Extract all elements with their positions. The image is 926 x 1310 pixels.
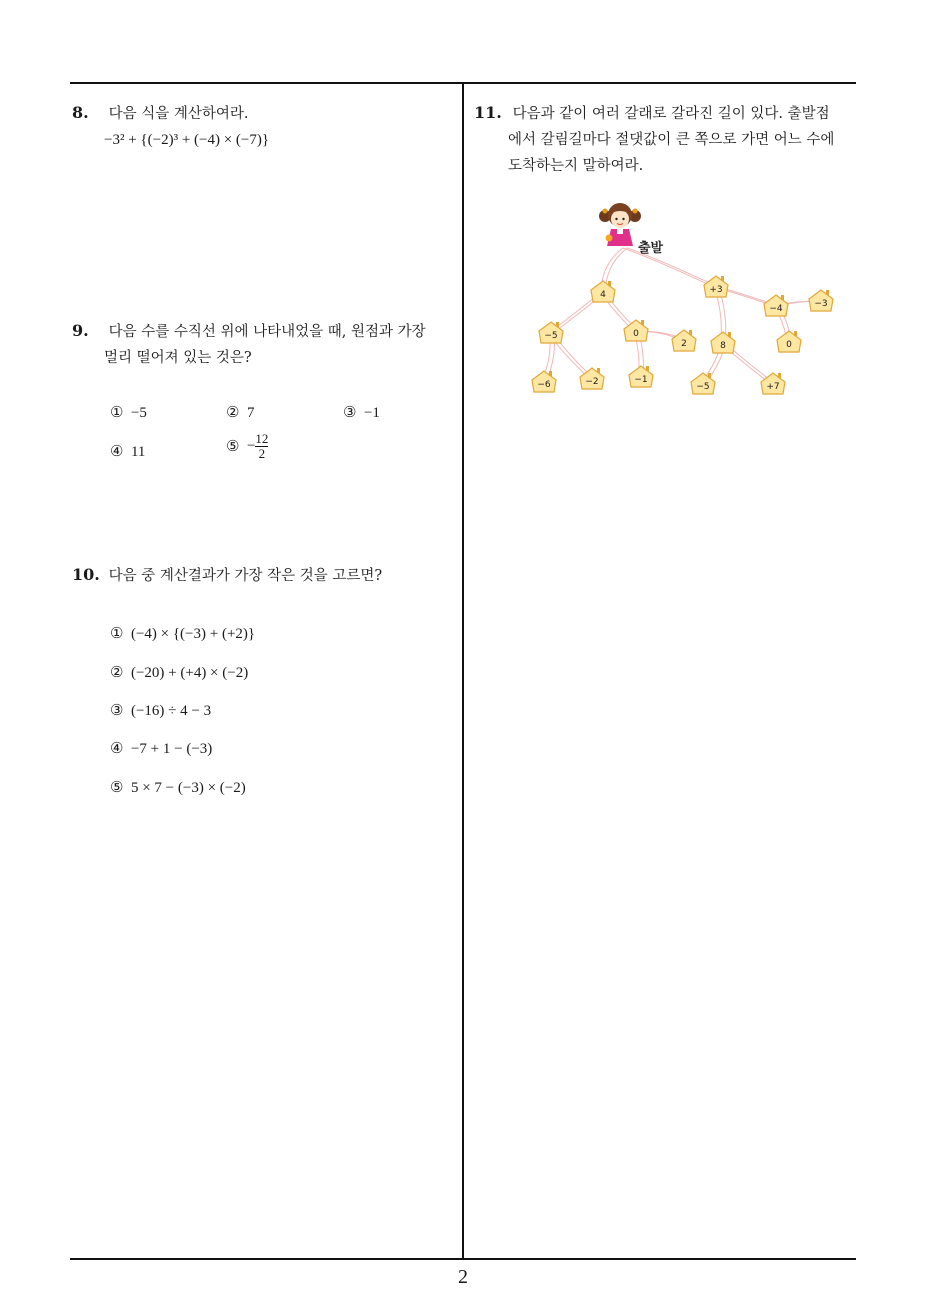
option-value: (−4) × {(−3) + (+2)} [130, 626, 256, 642]
house-label: −1 [634, 375, 648, 385]
option-marker: ⑤ [226, 439, 240, 455]
house-label: +7 [766, 382, 780, 392]
house-label: 0 [786, 340, 792, 350]
path-line [623, 248, 714, 287]
house-label: −2 [585, 377, 599, 387]
q10-option-5[interactable] [110, 778, 246, 797]
house-node [629, 366, 653, 387]
path-tree-diagram [0, 0, 926, 420]
question-number: 8. [72, 103, 89, 122]
bottom-rule [70, 1258, 856, 1260]
option-value: (−16) ÷ 4 − 3 [130, 703, 212, 719]
house-node [777, 331, 801, 352]
house-label: 8 [720, 341, 726, 351]
question-number: 10. [72, 565, 100, 584]
house-node [691, 373, 715, 394]
girl-icon [599, 203, 641, 246]
option-marker: ① [110, 405, 124, 421]
question-text-line3: 도착하는지 말하여라. [508, 158, 644, 174]
option-marker: ④ [110, 444, 124, 460]
house-label: 4 [600, 290, 606, 300]
option-sign: − [246, 438, 256, 454]
house-label: −5 [696, 382, 710, 392]
houses-layer [532, 276, 833, 394]
q10-option-1[interactable] [110, 624, 255, 643]
question-number: 11. [474, 103, 502, 122]
house-node [704, 276, 728, 297]
house-label: +3 [709, 285, 723, 295]
option-marker: ⑤ [110, 780, 124, 796]
question-text: 다음 식을 계산하여라. [108, 106, 249, 122]
q10-option-4[interactable] [110, 739, 212, 758]
option-marker: ② [110, 665, 124, 681]
start-label: 출발 [638, 241, 664, 256]
house-node [764, 295, 788, 316]
house-node [809, 290, 833, 311]
question-10 [72, 562, 457, 589]
question-text: 다음 중 계산결과가 가장 작은 것을 고르면? [108, 568, 383, 584]
house-node [591, 281, 615, 302]
q10-option-2[interactable] [110, 663, 248, 682]
house-node [532, 371, 556, 392]
option-marker: ③ [110, 703, 124, 719]
house-label: −3 [814, 299, 828, 309]
house-label: −6 [537, 380, 551, 390]
question-text-line1: 다음과 같이 여러 갈래로 갈라진 길이 있다. 출발점 [512, 106, 830, 122]
question-text-line2: 에서 갈림길마다 절댓값이 큰 쪽으로 가면 어느 수에 [508, 132, 835, 148]
option-marker: ④ [110, 741, 124, 757]
option-value: 5 × 7 − (−3) × (−2) [130, 780, 246, 796]
question-text-line2: 멀리 떨어져 있는 것은? [104, 350, 252, 366]
option-value: 11 [130, 444, 146, 460]
house-label: −5 [544, 331, 558, 341]
fraction-numerator: 12 [255, 431, 269, 446]
question-number: 9. [72, 321, 89, 340]
fraction-denominator: 2 [258, 446, 266, 461]
option-value: −1 [363, 405, 380, 421]
option-marker: ② [226, 405, 240, 421]
option-marker: ① [110, 626, 124, 642]
house-node [624, 320, 648, 341]
option-marker: ③ [343, 405, 357, 421]
fraction [255, 432, 268, 461]
q9-option-5[interactable] [226, 432, 268, 461]
house-node [672, 330, 696, 351]
q10-option-3[interactable] [110, 701, 211, 720]
page-number: 2 [458, 1266, 468, 1288]
q9-option-4[interactable] [110, 442, 145, 461]
question-text-line1: 다음 수를 수직선 위에 나타내었을 때, 원점과 가장 [108, 324, 426, 340]
option-value: 7 [246, 405, 255, 421]
house-label: −4 [769, 304, 783, 314]
house-node [580, 368, 604, 389]
option-value: −7 + 1 − (−3) [130, 741, 213, 757]
expression: −3² + {(−2)³ + (−4) × (−7)} [104, 132, 270, 148]
option-value: −5 [130, 405, 147, 421]
house-label: 0 [633, 329, 639, 339]
house-label: 2 [681, 339, 687, 349]
option-value: (−20) + (+4) × (−2) [130, 665, 249, 681]
house-node [711, 332, 735, 353]
